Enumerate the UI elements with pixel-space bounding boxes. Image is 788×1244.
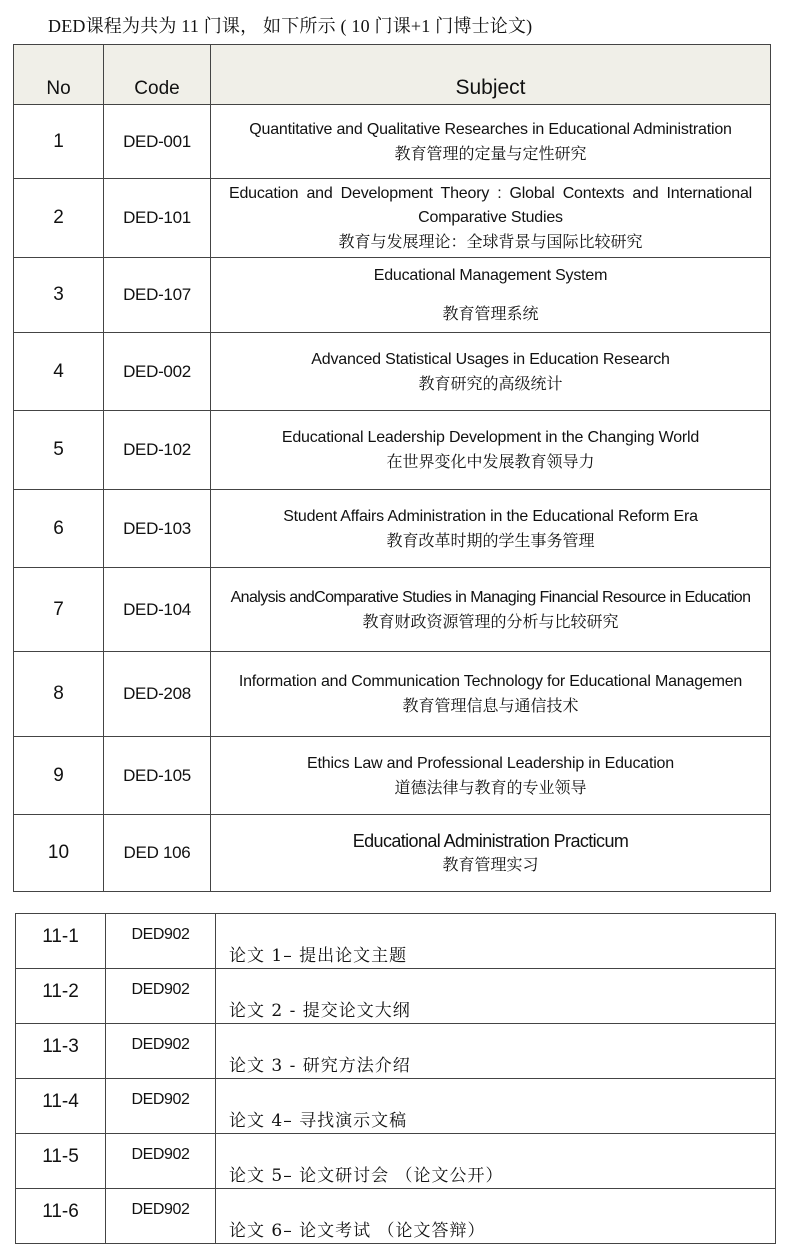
course-subject — [211, 815, 771, 892]
course-subject — [211, 737, 771, 815]
table-row — [14, 105, 771, 179]
thesis-subject: 论文 3 - 研究方法介绍 — [216, 1024, 776, 1079]
course-code: DED-107 — [104, 258, 211, 333]
course-title-zh: 教育与发展理论：全球背景与国际比较研究 — [338, 232, 643, 251]
course-no: 10 — [14, 815, 104, 892]
course-title-zh: 教育研究的高级统计 — [418, 373, 563, 393]
course-subject — [211, 568, 771, 652]
course-subject — [211, 411, 771, 490]
thesis-no: 11-5 — [16, 1134, 106, 1189]
header-subject: Subject — [211, 45, 771, 105]
course-title-en: Educational Leadership Development in the Changing World — [281, 429, 700, 446]
course-no: 8 — [14, 652, 104, 737]
course-code: DED-208 — [104, 652, 211, 737]
course-title-zh: 教育管理信息与通信技术 — [402, 696, 579, 715]
thesis-code: DED902 — [106, 1134, 216, 1189]
course-title-zh: 教育财政资源管理的分析与比较研究 — [362, 611, 619, 631]
table-row — [14, 258, 771, 333]
table-row — [16, 1024, 776, 1079]
course-subject — [211, 333, 771, 411]
thesis-no: 11-4 — [16, 1079, 106, 1134]
table-row — [14, 737, 771, 815]
course-table — [13, 44, 771, 892]
thesis-code: DED902 — [106, 914, 216, 969]
thesis-subject: 论文 6– 论文考试 （论文答辩） — [216, 1189, 776, 1244]
thesis-code: DED902 — [106, 1079, 216, 1134]
course-code: DED-103 — [104, 490, 211, 568]
table-row — [16, 1189, 776, 1244]
course-no: 9 — [14, 737, 104, 815]
table-row — [14, 815, 771, 892]
course-title-en: Education and Development Theory : Global Contexts and International Comparative Studies — [229, 185, 752, 226]
thesis-subject: 论文 5– 论文研讨会 （论文公开） — [216, 1134, 776, 1189]
course-subject — [211, 179, 771, 258]
table-row — [14, 411, 771, 490]
thesis-subject: 论文 2 - 提交论文大纲 — [216, 969, 776, 1024]
thesis-code: DED902 — [106, 1024, 216, 1079]
course-title-zh: 在世界变化中发展教育领导力 — [386, 452, 595, 471]
thesis-subject: 论文 4– 寻找演示文稿 — [216, 1079, 776, 1134]
course-title-en: Educational Management System — [373, 267, 608, 284]
course-title-en: Analysis andComparative Studies in Managing Financial Resource in Education — [230, 588, 751, 606]
course-subject — [211, 652, 771, 737]
table-row — [16, 1079, 776, 1134]
course-no: 6 — [14, 490, 104, 568]
course-no: 5 — [14, 411, 104, 490]
course-title-en: Quantitative and Qualitative Researches in Educational Administration — [249, 120, 732, 138]
course-table-header — [14, 45, 771, 105]
thesis-code: DED902 — [106, 1189, 216, 1244]
thesis-no: 11-1 — [16, 914, 106, 969]
table-row — [16, 914, 776, 969]
header-code: Code — [104, 45, 211, 105]
thesis-no: 11-6 — [16, 1189, 106, 1244]
course-no: 1 — [14, 105, 104, 179]
course-code: DED-102 — [104, 411, 211, 490]
intro-text: DED课程为共为 11 门课， 如下所示 ( 10 门课+1 门博士论文) — [48, 16, 533, 36]
thesis-code: DED902 — [106, 969, 216, 1024]
table-row — [14, 568, 771, 652]
course-subject — [211, 490, 771, 568]
course-code: DED 106 — [104, 815, 211, 892]
thesis-no: 11-2 — [16, 969, 106, 1024]
course-code: DED-001 — [104, 105, 211, 179]
course-subject — [211, 105, 771, 179]
course-title-zh: 教育管理实习 — [442, 855, 539, 874]
table-row — [16, 1134, 776, 1189]
course-title-zh: 道德法律与教育的专业领导 — [394, 777, 587, 797]
course-code: DED-105 — [104, 737, 211, 815]
course-title-zh: 教育管理系统 — [442, 304, 539, 323]
course-no: 4 — [14, 333, 104, 411]
table-row — [14, 490, 771, 568]
table-row — [14, 333, 771, 411]
course-title-zh: 教育管理的定量与定性研究 — [394, 143, 587, 163]
course-title-zh: 教育改革时期的学生事务管理 — [386, 530, 595, 550]
course-title-en: Educational Administration Practicum — [352, 831, 629, 851]
course-no: 3 — [14, 258, 104, 333]
thesis-table — [15, 913, 776, 1244]
course-no: 7 — [14, 568, 104, 652]
course-title-en: Advanced Statistical Usages in Education Research — [311, 350, 670, 368]
table-row — [14, 652, 771, 737]
table-row — [14, 179, 771, 258]
course-no: 2 — [14, 179, 104, 258]
course-title-en: Ethics Law and Professional Leadership in Education — [307, 754, 674, 772]
course-title-en: Student Affairs Administration in the Educational Reform Era — [283, 507, 698, 525]
header-no: No — [14, 45, 104, 105]
thesis-subject: 论文 1– 提出论文主题 — [216, 914, 776, 969]
course-code: DED-101 — [104, 179, 211, 258]
course-code: DED-002 — [104, 333, 211, 411]
course-subject — [211, 258, 771, 333]
table-row — [16, 969, 776, 1024]
thesis-no: 11-3 — [16, 1024, 106, 1079]
course-title-en: Information and Communication Technology for Educational Managemen — [238, 673, 743, 690]
course-code: DED-104 — [104, 568, 211, 652]
